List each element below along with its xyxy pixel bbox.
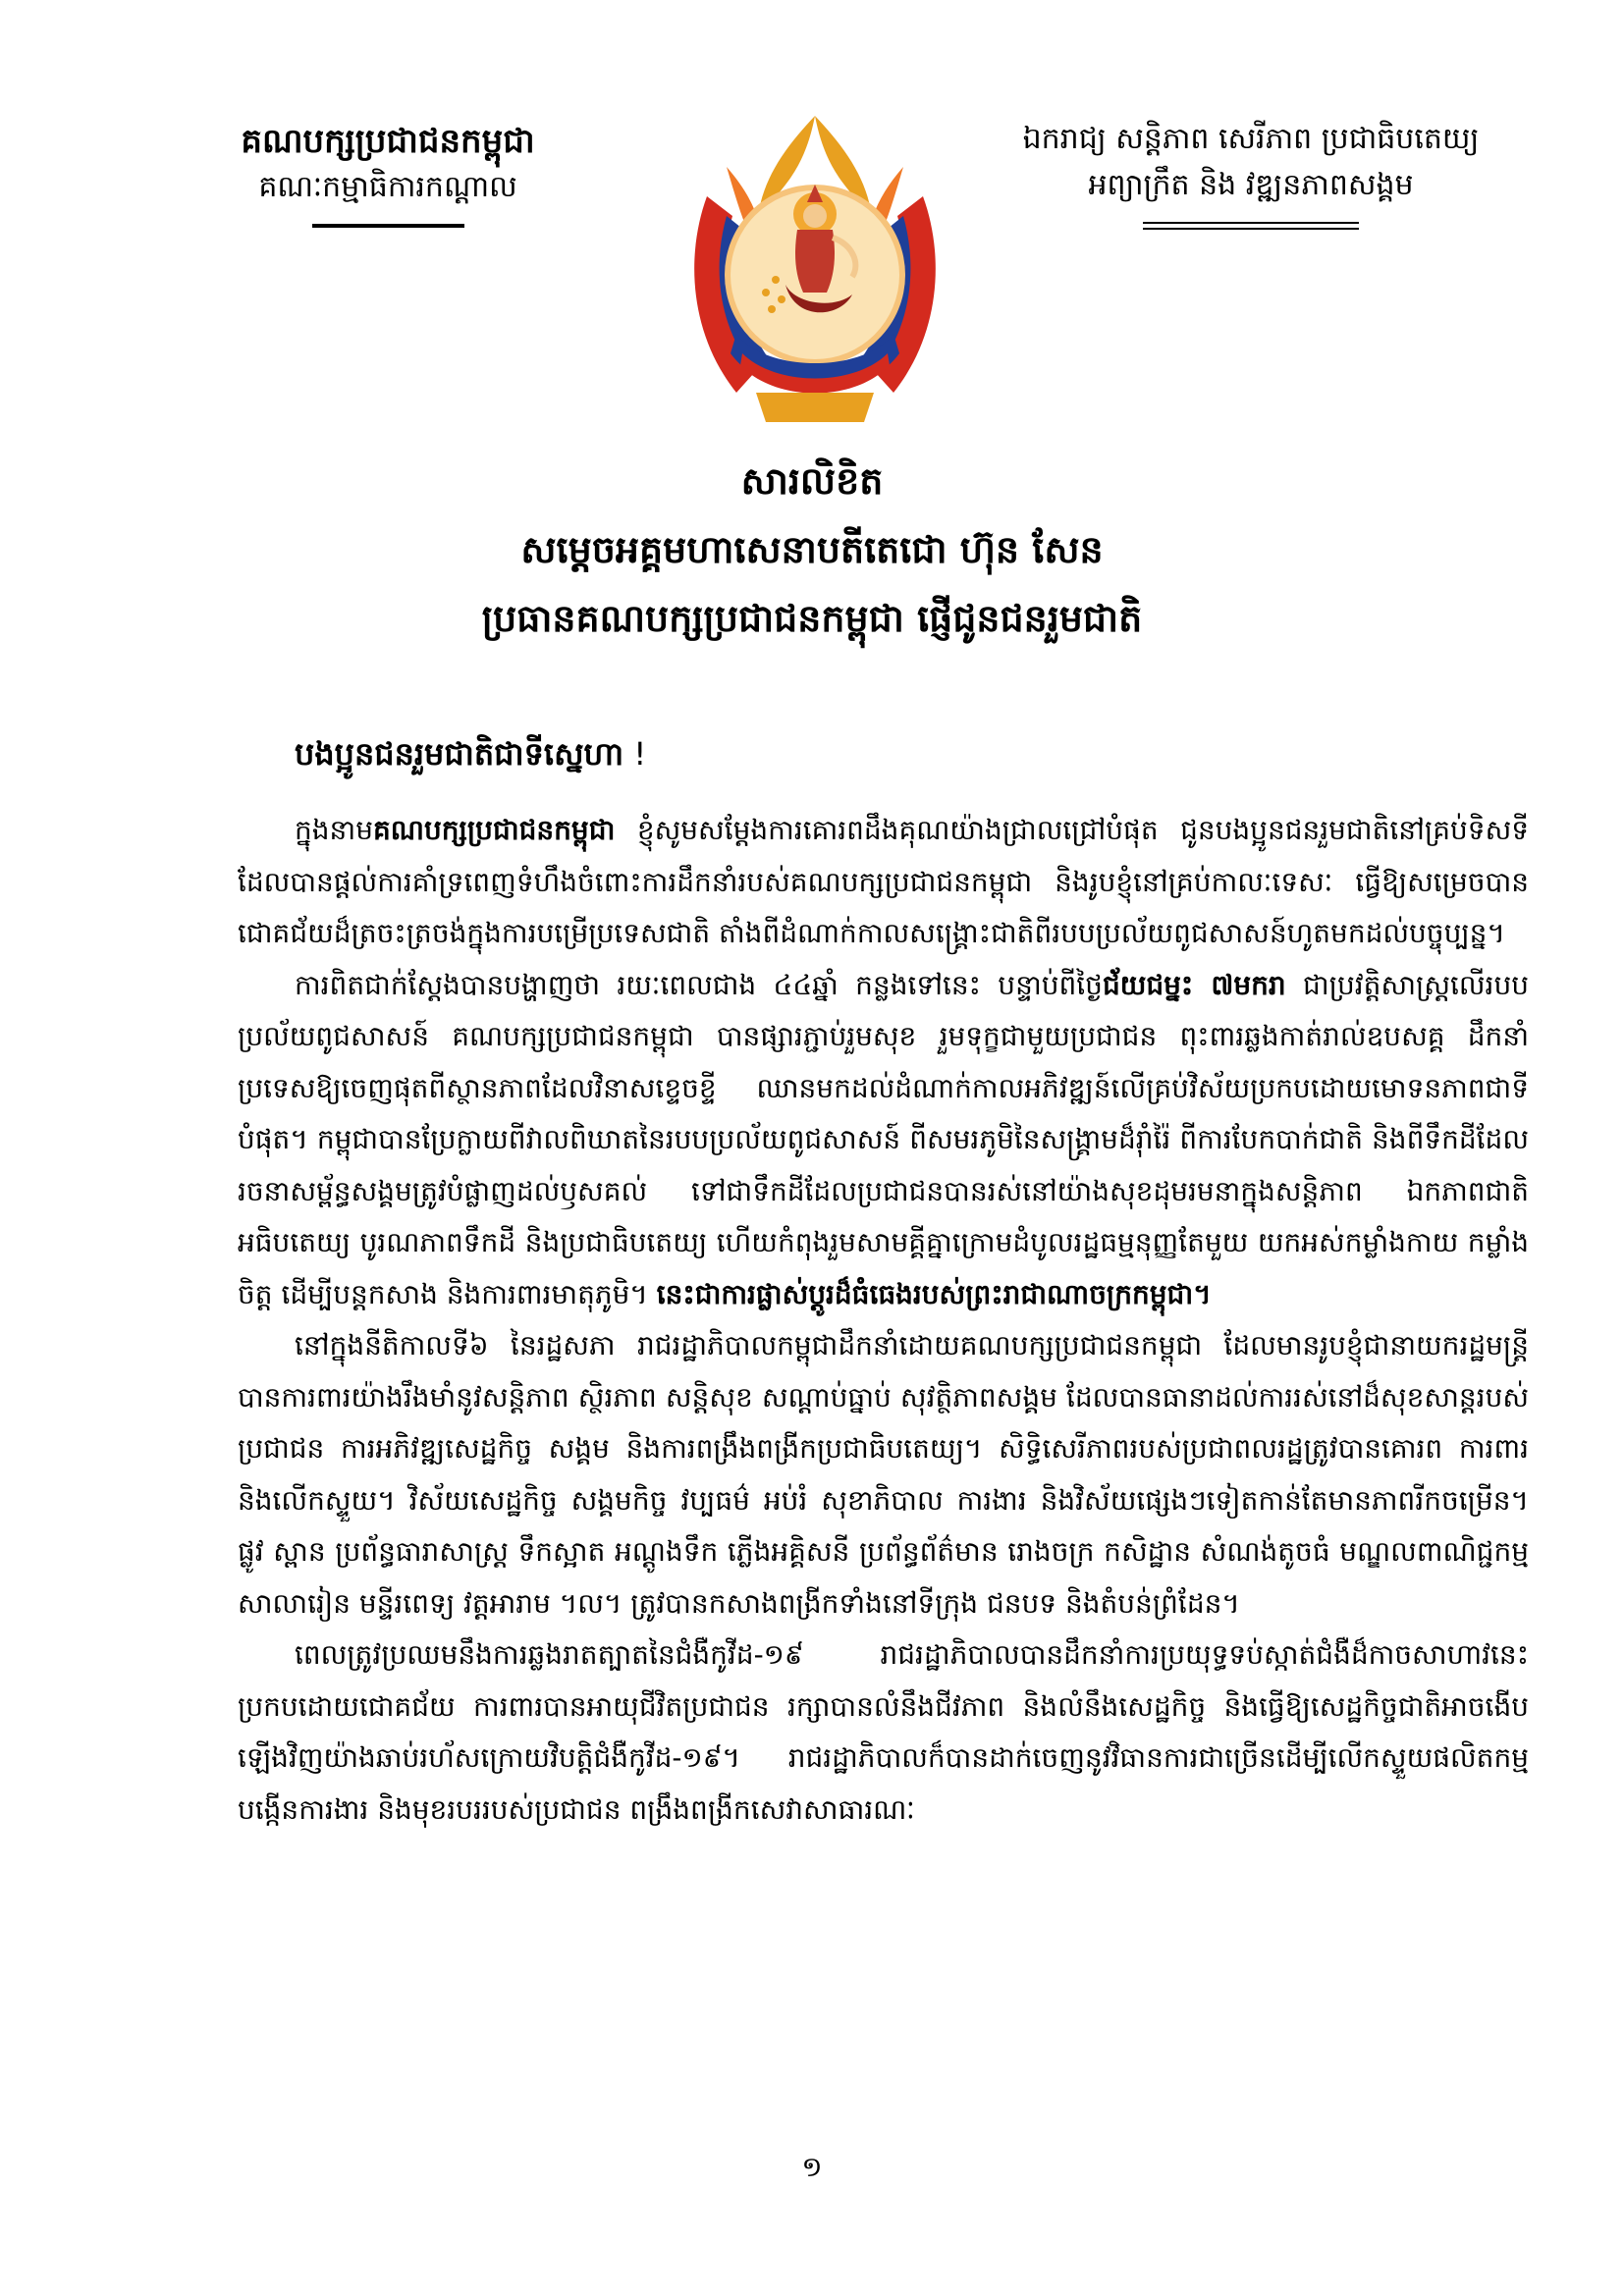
header-right-underline xyxy=(1143,222,1359,230)
paragraph-text: ការពិតជាក់ស្តែងបានបង្ហាញថា រយៈពេលជាង ៤៤ឆ្នាំ កន្លងទៅនេះ បន្ទាប់ពីថ្ងៃ xyxy=(295,968,1103,1001)
paragraph-2 xyxy=(238,960,1529,1321)
committee-name: គណៈកម្មាធិការកណ្ដាល xyxy=(258,170,517,204)
paragraph-text: ជាប្រវត្តិសាស្ត្រលើរបបប្រល័យពូជសាសន៍ គណបក្សប្រជាជនកម្ពុជា បានផ្សារភ្ជាប់រួមសុខ រួមទុក្ខជាមួយប្រជាជន ពុះពារឆ្លងកាត់រាល់ឧបសគ្គ ដឹកនាំប្រទេសឱ្យចេញផុតពីស្ថានភាពដែលវិនាសខ្ទេចខ្ទី ឈានមកដល់ដំណាក់កាលអភិវឌ្ឍន៍លើគ្រប់វិស័យប្រកបដោយមោទនភាពជាទីបំផុត។ កម្ពុជាបានប្រែក្លាយពីវាលពិឃាតនៃរបបប្រល័យពូជសាសន៍ ពីសមរភូមិនៃសង្គ្រាមដ៏រ៉ាំរ៉ៃ ពីការបែកបាក់ជាតិ និងពីទឹកដីដែលរចនាសម្ព័ន្ធសង្គមត្រូវបំផ្លាញដល់ឫសគល់ ទៅជាទឹកដីដែលប្រជាជនបានរស់នៅយ៉ាងសុខដុមរមនាក្នុងសន្តិភាព ឯកភាពជាតិ អធិបតេយ្យ បូរណភាពទឹកដី និងប្រជាធិបតេយ្យ ហើយកំពុងរួមសាមគ្គីគ្នាក្រោមដំបូលរដ្ឋធម្មនុញ្ញតែមួយ យកអស់កម្លាំងកាយ កម្លាំងចិត្ត ដើម្បីបន្តកសាង និងការពារមាតុភូមិ។ xyxy=(238,968,1529,1310)
header-motto-block xyxy=(976,116,1526,234)
greeting-text: បងប្អូនជនរួមជាតិជាទីស្នេហា xyxy=(295,735,624,773)
header-party-block xyxy=(187,118,589,228)
letter-body xyxy=(238,805,1529,1836)
paragraph-text: ខ្ញុំសូមសម្តែងការគោរពដឹងគុណយ៉ាងជ្រាលជ្រៅបំផុត ជូនបងប្អូនជនរួមជាតិនៅគ្រប់ទិសទីដែលបានផ្តល់ការគាំទ្រពេញទំហឹងចំពោះការដឹកនាំរបស់គណបក្សប្រជាជនកម្ពុជា និងរូបខ្ញុំនៅគ្រប់កាលៈទេសៈ ធ្វើឱ្យសម្រេចបានជោគជ័យដ៏ត្រចះត្រចង់ក្នុងការបម្រើប្រទេសជាតិ តាំងពីដំណាក់កាលសង្គ្រោះជាតិពីរបបប្រល័យពូជសាសន៍ហូតមកដល់បច្ចុប្បន្ន។ xyxy=(238,814,1529,949)
page-number: ១ xyxy=(801,2151,823,2183)
title-line-2: សម្តេចអគ្គមហាសេនាបតីតេជោ ហ៊ុន សែន xyxy=(520,528,1104,571)
paragraph-4 xyxy=(238,1629,1529,1836)
paragraph-text: នៅក្នុងនីតិកាលទី៦ នៃរដ្ឋសភា រាជរដ្ឋាភិបាលកម្ពុជាដឹកនាំដោយគណបក្សប្រជាជនកម្ពុជា ដែលមានរូបខ្ញុំជានាយករដ្ឋមន្ត្រី បានការពារយ៉ាងរឹងមាំនូវសន្តិភាព ស្ថិរភាព សន្តិសុខ សណ្តាប់ធ្នាប់ សុវត្ថិភាពសង្គម ដែលបានធានាដល់ការរស់នៅដ៏សុខសាន្តរបស់ប្រជាជន ការអភិវឌ្ឍសេដ្ឋកិច្ច សង្គម និងការពង្រឹងពង្រីកប្រជាធិបតេយ្យ។ សិទ្ធិសេរីភាពរបស់ប្រជាពលរដ្ឋត្រូវបានគោរព ការពារ និងលើកស្ទួយ។ វិស័យសេដ្ឋកិច្ច សង្គមកិច្ច វប្បធម៌ អប់រំ សុខាភិបាល ការងារ និងវិស័យផ្សេងៗទៀតកាន់តែមានភាពរីកចម្រើន។ ផ្លូវ ស្ពាន ប្រព័ន្ធធារាសាស្ត្រ ទឹកស្អាត អណ្តូងទឹក ភ្លើងអគ្គិសនី ប្រព័ន្ធព័ត៌មាន រោងចក្រ កសិដ្ឋាន សំណង់តូចធំ មណ្ឌលពាណិជ្ជកម្ម សាលារៀន មន្ទីរពេទ្យ វត្តអារាម ។ល។ ត្រូវបានកសាងពង្រីកទាំងនៅទីក្រុង ជនបទ និងតំបន់ព្រំដែន។ xyxy=(238,1329,1529,1620)
party-name: គណបក្សប្រជាជនកម្ពុជា xyxy=(241,122,535,161)
greeting xyxy=(295,734,646,780)
paragraph-bold-text: នេះជាការផ្លាស់ប្តូរដ៏ធំធេងរបស់ព្រះរាជាណាចក្រកម្ពុជា។ xyxy=(656,1277,1212,1310)
paragraph-bold-text: ជ័យជម្នះ ៧មករា xyxy=(1102,968,1286,1001)
party-logo xyxy=(668,108,962,442)
title-line-3: ប្រធានគណបក្សប្រជាជនកម្ពុជា ផ្ញើជូនជនរួមជាតិ xyxy=(481,597,1143,640)
party-logo-emblem xyxy=(668,108,962,442)
paragraph-bold-text: គណបក្សប្រជាជនកម្ពុជា xyxy=(372,814,616,846)
greeting-punct: ! xyxy=(623,735,647,773)
paragraph-text: ក្នុងនាម xyxy=(295,814,373,846)
header-left-underline xyxy=(312,224,464,228)
motto-line-1: ឯករាជ្យ សន្តិភាព សេរីភាព ប្រជាធិបតេយ្យ xyxy=(1022,122,1480,156)
paragraph-1 xyxy=(238,805,1529,960)
title-line-1: សារលិខិត xyxy=(740,459,884,503)
document-title-block xyxy=(0,447,1624,653)
paragraph-3 xyxy=(238,1320,1529,1629)
paragraph-text: ពេលត្រូវប្រឈមនឹងការឆ្លងរាតត្បាតនៃជំងឺកូវីដ-១៩ រាជរដ្ឋាភិបាលបានដឹកនាំការប្រយុទ្ធទប់ស្កាត់ជំងឺដ៏កាចសាហាវនេះប្រកបដោយជោគជ័យ ការពារបានអាយុជីវិតប្រជាជន រក្សាបានលំនឹងជីវភាព និងលំនឹងសេដ្ឋកិច្ច និងធ្វើឱ្យសេដ្ឋកិច្ចជាតិអាចងើបឡើងវិញយ៉ាងឆាប់រហ័សក្រោយវិបត្តិជំងឺកូវីដ-១៩។ រាជរដ្ឋាភិបាលក៏បានដាក់ចេញនូវវិធានការជាច្រើនដើម្បីលើកស្ទួយផលិតកម្ម បង្កើនការងារ និងមុខរបររបស់ប្រជាជន ពង្រឹងពង្រីកសេវាសាធារណៈ xyxy=(238,1638,1529,1826)
motto-line-2: អព្យាក្រឹត និង វឌ្ឍនភាពសង្គម xyxy=(1088,168,1414,202)
